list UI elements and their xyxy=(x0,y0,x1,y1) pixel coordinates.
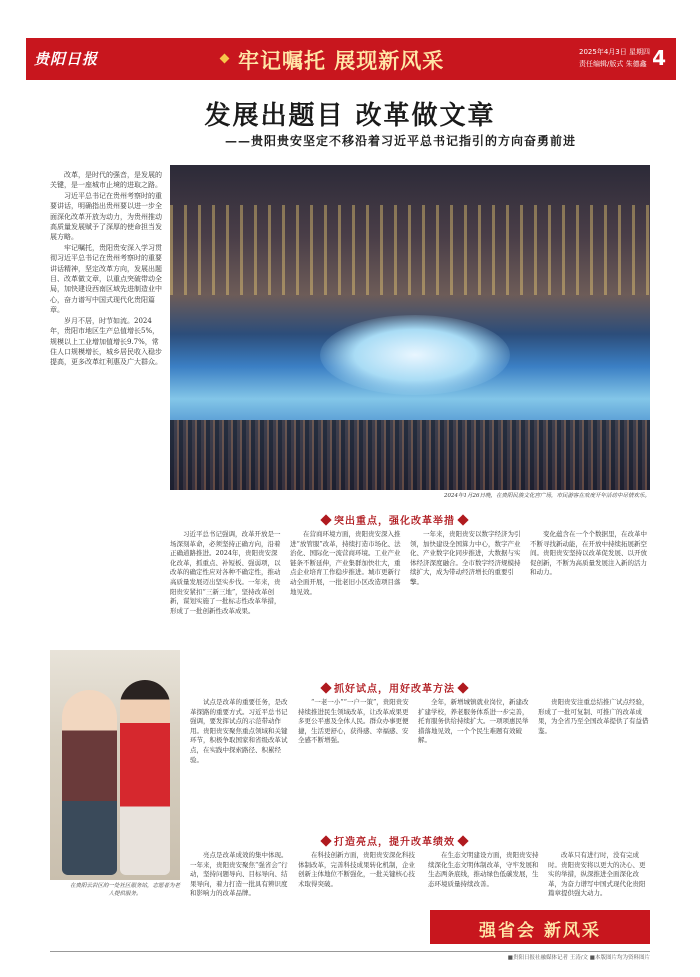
main-photo-caption: 2024年1月26日晚，在贵阳民族文化宫广场，市民游客在欢度开年活动中尽情欢乐。 xyxy=(444,493,650,499)
photo-volunteer xyxy=(120,680,170,875)
photo-water-splash xyxy=(320,315,510,395)
lead-paragraph: 牢记嘱托，贵阳贵安深入学习贯彻习近平总书记在贵州考察时的重要讲话精神，坚定改革方向，发展出题目、改革做文章，以重点突破带动全局，加快建设西南区域先进制造业中心，奋力谱写中国式现代化贵阳篇章。 xyxy=(50,243,162,315)
diamond-icon xyxy=(320,835,331,846)
diamond-icon xyxy=(320,682,331,693)
footer-credits: ■贵阳日报社融媒体记者 王涛/文 ■本版图片均为资料图片 xyxy=(507,955,650,961)
page-number: 4 xyxy=(652,46,666,70)
diamond-icon xyxy=(320,514,331,525)
headline: 发展出题目 改革做文章 xyxy=(204,101,496,131)
editor-line: 责任编辑/版式 朱德鑫 xyxy=(579,60,647,68)
main-photo xyxy=(170,165,650,490)
issue-date: 2025年4月3日 星期四 xyxy=(579,48,650,56)
section1-column: 变化蕴含在一个个数据里，在改革中不断寻找新动能，在开放中持续拓展新空间。贵阳贵安坚持以改革促发展、以开放促创新，不断为高质量发展注入新的活力和动力。 xyxy=(530,530,647,577)
issue-meta xyxy=(579,46,659,70)
section1-column: 习近平总书记强调，改革开放是一场深刻革命，必须坚持正确方向，沿着正确道路推进。2024年，贵阳贵安深化改革，抓重点、补短板、强弱项，以改革的确定性应对各种不确定性，推动高质量发展迈出坚实步伐。一年来，贵阳贵安紧扣“三新三地”，坚持改革创新，谋划实施了一批标志性改革举措，形成了一批创新性改革成果。 xyxy=(170,530,281,615)
subheadline: ——贵阳贵安坚定不移沿着习近平总书记指引的方向奋勇前进 xyxy=(225,134,577,148)
photo-lights xyxy=(170,205,650,295)
photo-crowd xyxy=(170,420,650,490)
lead-paragraph: 习近平总书记在贵州考察时的重要讲话，明确指出贵州要以进一步全面深化改革开放为动力，为贵州推动高质量发展赋予了深厚的使命担当发展方略。 xyxy=(50,191,162,242)
section1-column: 一年来，贵阳贵安以数字经济为引领，加快建设全国算力中心，数字产业化、产业数字化同步推进，大数据与实体经济深度融合。全市数字经济规模持续扩大，成为带动经济增长的重要引擎。 xyxy=(410,530,521,586)
section2-column: “一老一小”“一户一策”，贵阳贵安持续推进民生领域改革，让改革成果更多更公平惠及全体人民。群众办事更便捷，生活更舒心，获得感、幸福感、安全感不断增强。 xyxy=(298,698,409,745)
section2-column: 全年，新增城镇就业岗位，新建改扩建学校，养老服务体系进一步完善，托育服务供给持续扩大。一项项惠民举措落地见效，一个个民生难题有效破解。 xyxy=(418,698,529,745)
section3-column: 在生态文明建设方面，贵阳贵安持续深化生态文明体制改革，守牢发展和生态两条底线，推动绿色低碳发展，生态环境质量持续改善。 xyxy=(428,851,539,888)
section2-column: 贵阳贵安注重总结推广试点经验，形成了一批可复制、可推广的改革成果，为全省乃至全国改革提供了有益借鉴。 xyxy=(538,698,649,735)
diamond-icon xyxy=(457,835,468,846)
section3-column: 亮点是改革成效的集中体现。一年来，贵阳贵安聚焦“强省会”行动，坚持问题导向、目标导向、结果导向，着力打造一批具有辨识度和影响力的改革品牌。 xyxy=(190,851,288,898)
section-title: 牢记嘱托 展现新风采 xyxy=(238,49,445,73)
section-heading-3: 打造亮点，提升改革绩效 xyxy=(318,833,471,848)
bottom-banner xyxy=(430,910,650,944)
diamond-icon xyxy=(457,514,468,525)
lead-paragraph: 改革，是时代的强音，是发展的关键，是一座城市止境的进取之路。 xyxy=(50,171,162,190)
lead-paragraph: 岁月不居，时节如流。2024年，贵阳市地区生产总值增长5%，规模以上工业增加值增长9.7%，常住人口规模增长，城乡居民收入稳步提高，更多改革红利惠及广大群众。 xyxy=(50,316,162,367)
banner-text: 强省会 新风采 xyxy=(479,921,601,941)
section1-column: 在营商环境方面，贵阳贵安深入推进“放管服”改革，持续打造市场化、法治化、国际化一流营商环境。工业产业链条不断延伸，产业集群加快壮大，重点企业培育工作稳步推进。城市更新行动全面开展，一批老旧小区改造项目落地见效。 xyxy=(290,530,401,596)
masthead xyxy=(26,38,676,80)
section-heading-2: 抓好试点，用好改革方法 xyxy=(318,680,471,695)
diamond-icon xyxy=(457,682,468,693)
section3-column: 在科技创新方面，贵阳贵安深化科技体制改革，完善科技成果转化机制，企业创新主体地位不断强化，一批关键核心技术取得突破。 xyxy=(298,851,415,888)
section3-column: 改革只有进行时，没有完成时。贵阳贵安将以更大的决心、更实的举措，纵深推进全面深化改革，为奋力谱写中国式现代化贵阳篇章提供强大动力。 xyxy=(548,851,646,898)
footer-rule xyxy=(50,951,650,952)
community-service-photo xyxy=(50,650,180,880)
lead-column xyxy=(50,170,165,368)
diamond-icon xyxy=(220,54,230,64)
newspaper-logo: 贵阳日报 xyxy=(34,50,99,68)
section2-column: 试点是改革的重要任务，是改革探路的重要方式。习近平总书记强调，要发挥试点的示范带动作用。贵阳贵安聚焦重点领域和关键环节，积极争取国家和省级改革试点，在实践中探索路径、积累经验。 xyxy=(190,698,288,764)
section-heading-1: 突出重点，强化改革举措 xyxy=(318,512,471,527)
community-photo-caption: 在贵阳云岩区的一处社区服务站，志愿者为老人提供服务。 xyxy=(70,883,181,897)
photo-elderly-woman xyxy=(62,690,117,875)
